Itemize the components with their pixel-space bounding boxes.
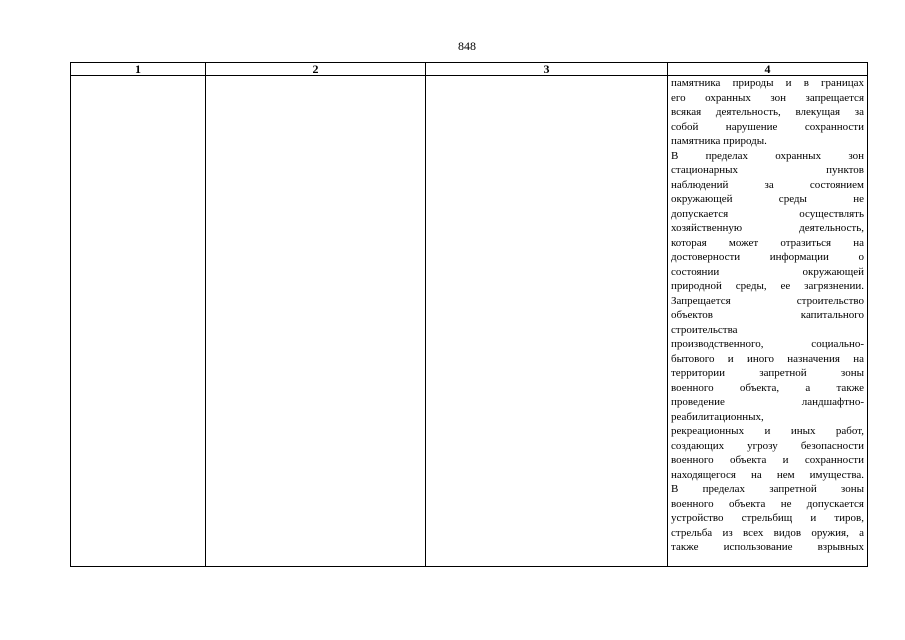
text-line: памятника природы.: [671, 135, 767, 147]
text-line: собой нарушение сохранности: [671, 120, 864, 133]
text-line: объектов капитального: [671, 309, 864, 321]
text-line: устройство стрельбищ и тиров,: [671, 512, 864, 524]
text-line: проведение ландшафтно-: [671, 396, 864, 408]
text-line: создающих угрозу безопасности: [671, 439, 864, 452]
text-line: бытового и иного назначения на: [671, 352, 864, 365]
text-line: стрельба из всех видов оружия, а: [671, 526, 864, 539]
document-table: [70, 62, 868, 567]
text-line: военного объекта, а также: [671, 381, 864, 394]
text-line: всякая деятельность, влекущая за: [671, 106, 864, 118]
text-line: находящегося на нем имущества.: [671, 468, 864, 481]
column-4-text: [671, 76, 864, 566]
text-line: состоянии окружающей: [671, 265, 864, 278]
text-line: также использование взрывных: [671, 541, 864, 553]
text-line: территории запретной зоны: [671, 367, 864, 379]
text-line: которая может отразиться на: [671, 236, 864, 249]
text-line: его охранных зон запрещается: [671, 91, 864, 104]
page-number: 848: [458, 39, 476, 53]
text-line: достоверности информации о: [671, 251, 864, 263]
column-2-cell: [206, 76, 426, 567]
column-header-1: 1: [71, 63, 206, 76]
text-line: рекреационных и иных работ,: [671, 425, 864, 437]
column-4-cell: [668, 76, 868, 567]
header-row: [71, 63, 868, 76]
table-row: [71, 76, 868, 567]
text-line: допускается осуществлять: [671, 207, 864, 220]
text-line: наблюдений за состоянием: [671, 178, 864, 191]
text-line: строительства: [671, 323, 738, 336]
column-header-3: 3: [426, 63, 668, 76]
text-line: Запрещается строительство: [671, 294, 864, 307]
text-line: стационарных пунктов: [671, 164, 864, 176]
text-line: военного объекта не допускается: [671, 497, 864, 510]
column-header-4: 4: [668, 63, 868, 76]
text-line: производственного, социально-: [671, 338, 864, 350]
text-line: окружающей среды не: [671, 193, 864, 205]
text-line: реабилитационных,: [671, 410, 764, 423]
text-line: В пределах запретной зоны: [671, 483, 864, 495]
text-line: хозяйственную деятельность,: [671, 222, 864, 234]
text-line: природной среды, ее загрязнении.: [671, 280, 864, 292]
column-1-cell: [71, 76, 206, 567]
text-line: военного объекта и сохранности: [671, 454, 864, 466]
text-line: В пределах охранных зон: [671, 149, 864, 162]
text-line: памятника природы и в границах: [671, 77, 864, 89]
column-header-2: 2: [206, 63, 426, 76]
column-3-cell: [426, 76, 668, 567]
